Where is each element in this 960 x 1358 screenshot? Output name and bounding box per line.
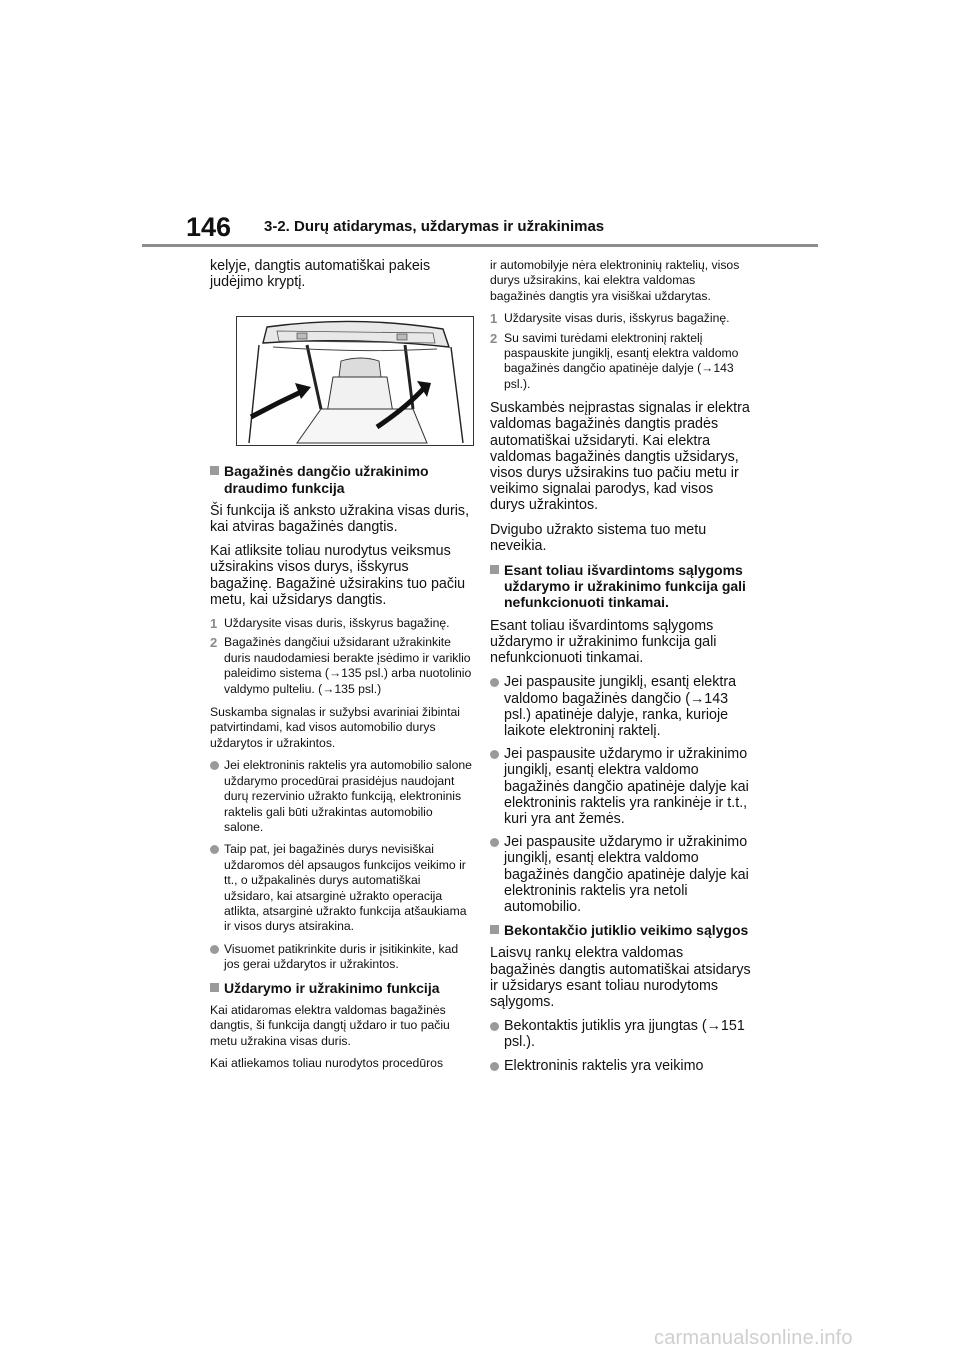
bullet-item: Bekontaktis jutiklis yra įjungtas (→151 psl.). <box>490 1018 752 1050</box>
tailgate-illustration <box>236 316 474 446</box>
heading-conditions: Esant toliau išvardintoms sąlygoms uždarymo ir užrakinimo funkcija gali nefunkcionuoti tinkamai. <box>490 562 752 611</box>
heading-touchless-sensor: Bekontakčio jutiklio veikimo sąlygos <box>490 922 752 938</box>
paragraph: Kai atliksite toliau nurodytus veiksmus užsirakins visos durys, išskyrus bagažinę. Bagažinė užsirakins tuo pačiu metu, kai užsidarys dangtis. <box>210 543 466 608</box>
step-item: 2 Su savimi turėdami elektroninį raktelį paspauskite jungiklį, esantį elektra valdomo bagažinės dangčio apatinėje dalyje (→143 psl.). <box>490 330 739 391</box>
paragraph: ir automobilyje nėra elektroninių raktelių, visos durys užsirakins, kai elektra valdomas bagažinės dangtis yra visiškai uždarytas. <box>490 258 740 303</box>
step-number: 2 <box>490 330 498 346</box>
step-item: 2 Bagažinės dangčiui užsidarant užrakinkite duris naudodamiesi berakte įsėdimo ir variklio paleidimo sistema (→135 psl.) arba nuotolinio valdymo pulteliu. (→135 psl.) <box>210 635 472 696</box>
page-number: 146 <box>186 212 232 242</box>
right-column <box>490 258 752 1081</box>
round-bullet-icon <box>490 750 499 759</box>
paragraph: Ši funkcija iš anksto užrakina visas duris, kai atviras bagažinės dangtis. <box>210 502 470 536</box>
square-bullet-icon <box>490 925 499 934</box>
paragraph: Esant toliau išvardintoms sąlygoms uždarymo ir užrakinimo funkcija gali nefunkcionuoti tinkamai. <box>490 617 717 667</box>
paragraph: Kai atidaromas elektra valdomas bagažinės dangtis, ši funkcija dangtį uždaro ir tuo pačiu metu užrakina visas duris. <box>210 1002 450 1048</box>
bullet-item: Taip pat, jei bagažinės durys nevisiškai uždaromos dėl apsaugos funkcijos veikimo ir tt., o užpakalinės durys automatiškai užsidaro, kai atsarginė užrakto operacija atlikta, atsarginė užrakto funkcija atšaukiama ir visos durys atsirakina. <box>210 842 472 934</box>
square-bullet-icon <box>210 466 219 475</box>
round-bullet-icon <box>210 761 219 770</box>
square-bullet-icon <box>490 565 499 574</box>
square-bullet-icon <box>210 983 219 992</box>
round-bullet-icon <box>490 838 499 847</box>
intro-text: kelyje, dangtis automatiškai pakeis judėjimo kryptį. <box>210 258 431 291</box>
bullet-item: Jei paspausite jungiklį, esantį elektra valdomo bagažinės dangčio (→143 psl.) apatinėje dalyje, ranka, kurioje laikote elektroninį raktelį. <box>490 674 752 739</box>
round-bullet-icon <box>490 1022 499 1031</box>
step-item: 1 Uždarysite visas duris, išskyrus bagažinę. <box>210 616 450 632</box>
paragraph: Suskamba signalas ir sužybsi avariniai žibintai patvirtindami, kad visos automobilio durys uždarytos ir užrakintos. <box>210 705 460 750</box>
watermark-text: carmanualsonline.info <box>654 1327 853 1349</box>
round-bullet-icon <box>210 945 219 954</box>
heading-close-lock: Uždarymo ir užrakinimo funkcija <box>210 980 472 996</box>
step-number: 1 <box>210 616 218 632</box>
step-number: 2 <box>210 635 218 651</box>
round-bullet-icon <box>490 678 499 687</box>
round-bullet-icon <box>210 845 219 854</box>
bullet-item: Elektroninis raktelis yra veikimo <box>490 1058 752 1074</box>
bullet-item: Jei paspausite uždarymo ir užrakinimo jungiklį, esantį elektra valdomo bagažinės dangčio apatinėje dalyje kai elektroninis raktelis yra rankinėje ir t.t., kuri yra ant žemės. <box>490 746 752 827</box>
left-column <box>210 258 472 1078</box>
step-number: 1 <box>490 311 498 327</box>
bullet-item: Jei paspausite uždarymo ir užrakinimo jungiklį, esantį elektra valdomo bagažinės dangčio apatinėje dalyje kai elektroninis raktelis yra netoli automobilio. <box>490 834 752 915</box>
bullet-item: Jei elektroninis raktelis yra automobilio salone uždarymo procedūrai prasidėjus naudojant durų rezervinio užrakto funkciją, elektroninis raktelis gali būti užrakintas automobilio salone. <box>210 758 472 835</box>
paragraph: Suskambės neįprastas signalas ir elektra valdomas bagažinės dangtis pradės automatiškai užsidaryti. Kai elektra valdomas bagažinės dangtis užsidarys, visos durys užsirakins tuo pačiu metu ir veikimo signalai parodys, kad visos durys užrakintos. <box>490 400 750 514</box>
step-item: 1 Uždarysite visas duris, išskyrus bagažinę. <box>490 311 730 327</box>
round-bullet-icon <box>490 1062 499 1071</box>
section-title: 3-2. Durų atidarymas, uždarymas ir užrakinimas <box>264 218 605 235</box>
paragraph: Kai atliekamos toliau nurodytos procedūros <box>210 1055 444 1070</box>
bullet-item: Visuomet patikrinkite duris ir įsitikinkite, kad jos gerai uždarytos ir užrakintos. <box>210 942 472 973</box>
heading-lock-prevention: Bagažinės dangčio užrakinimo draudimo funkcija <box>210 463 472 495</box>
paragraph: Dvigubo užrakto sistema tuo metu neveikia. <box>490 521 707 554</box>
header-divider <box>142 244 818 247</box>
paragraph: Laisvų rankų elektra valdomas bagažinės dangtis automatiškai atsidarys ir užsidarys esant toliau nurodytoms sąlygoms. <box>490 945 751 1010</box>
